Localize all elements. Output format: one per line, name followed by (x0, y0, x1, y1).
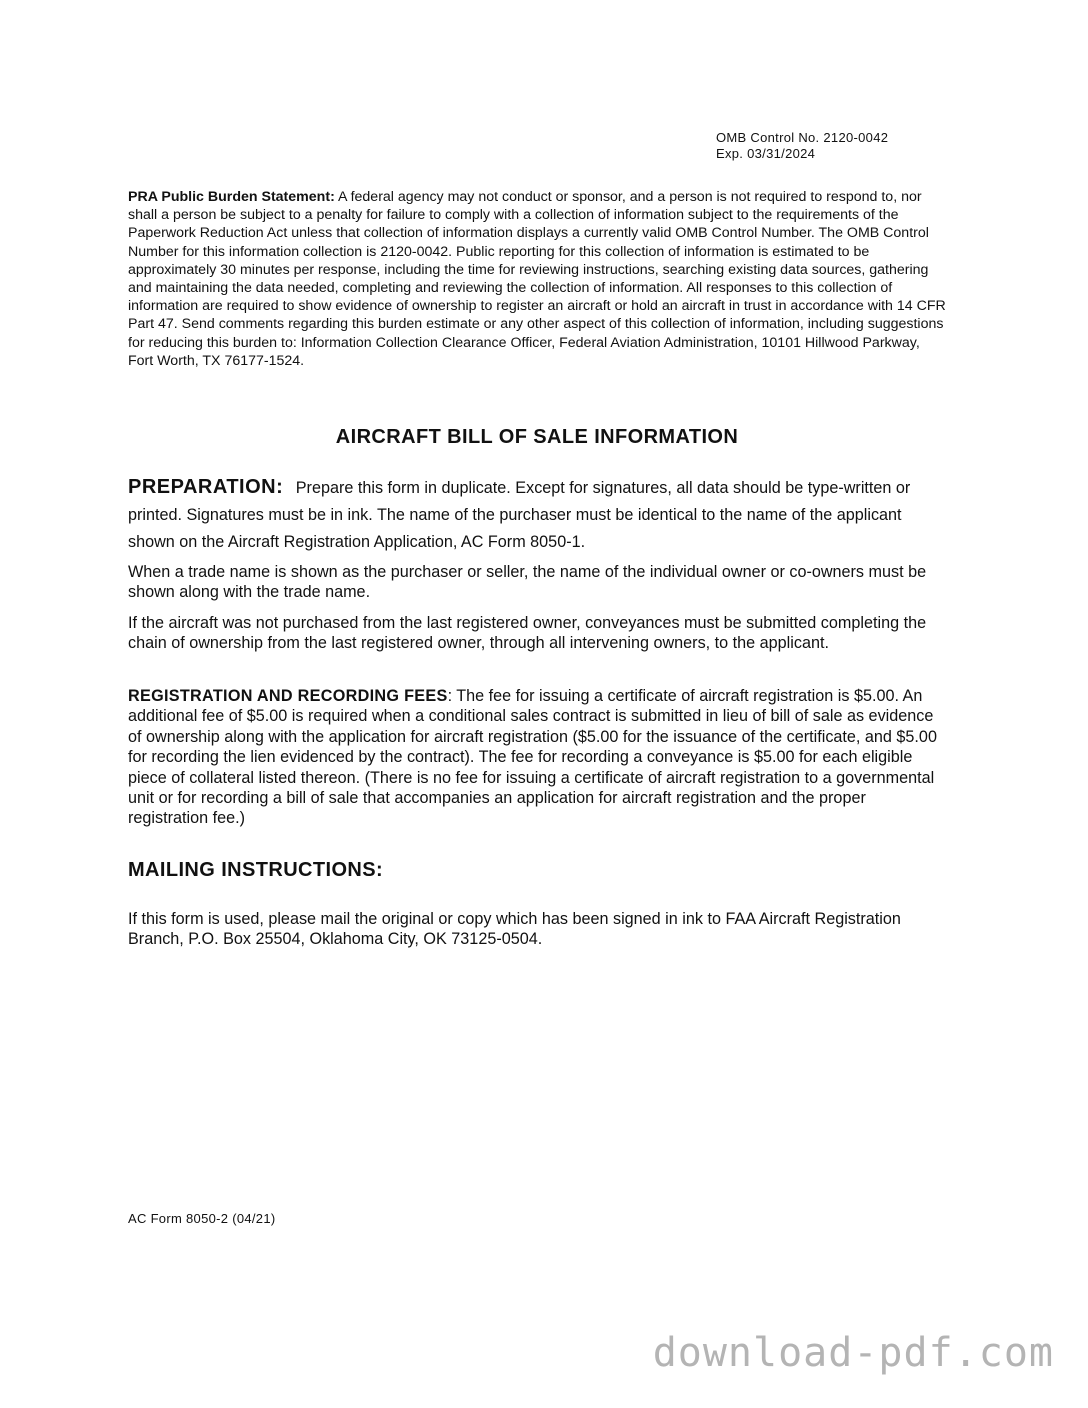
mailing-text: If this form is used, please mail the original or copy which has been signed in ink to FAA Aircraft Registration Branch, P.O. Box 25504, Oklahoma City, OK 73125-0504. (128, 910, 901, 949)
omb-expiration-date: Exp. 03/31/2024 (716, 146, 816, 161)
chain-of-ownership-paragraph: If the aircraft was not purchased from the last registered owner, conveyances must be submitted completing the chain of ownership from the last registered owner, through all intervening owners, to the applicant. (128, 614, 927, 653)
pra-text: A federal agency may not conduct or sponsor, and a person is not required to respond to, nor shall a person be subject to a penalty for failure to comply with a collection of information subject to the requirements of the Paperwork Reduction Act unless that collection of information displays a currently valid OMB Control Number. The OMB Control Number for this information collection is 2120-0042. Public reporting for this collection of information is estimated to be approximately 30 minutes per response, including the time for reviewing instructions, searching existing data sources, gathering and maintaining the data needed, completing and reviewing the collection of information. All responses to this collection of information are required to show evidence of ownership to register an aircraft or hold an aircraft in trust in accordance with 14 CFR Part 47. Send comments regarding this burden estimate or any other aspect of this collection of information, including suggestions for reducing this burden to: Information Collection Clearance Officer, Federal Aviation Administration, 10101 Hillwood Parkway, Fort Worth, TX 76177-1524. (128, 189, 946, 369)
omb-control-block (716, 130, 888, 162)
watermark: download-pdf.com (652, 1330, 1054, 1376)
fees-section (128, 686, 946, 829)
preparation-text: Prepare this form in duplicate. Except for signatures, all data should be type-written or printed. Signatures must be in ink. The name of the purchaser must be identical to the name of the applicant shown on the Aircraft Registration Application, AC Form 8050-1. (128, 479, 911, 551)
fees-text: : The fee for issuing a certificate of aircraft registration is $5.00. An additional fee of $5.00 is required when a conditional sales contract is submitted in lieu of bill of sale as evidence of ownership along with the application for aircraft registration ($5.00 for the issuance of the certificate, and $5.00 for recording the lien evidenced by the contract). The fee for recording a conveyance is $5.00 for each eligible piece of collateral listed thereon. (There is no fee for issuing a certificate of aircraft registration to a governmental unit or for recording a bill of sale that accompanies an application for aircraft registration and the proper registration fee.) (128, 687, 937, 828)
trade-name-paragraph: When a trade name is shown as the purchaser or seller, the name of the individual owner or co-owners must be shown along with the trade name. (128, 563, 927, 602)
fees-heading: REGISTRATION AND RECORDING FEES (128, 687, 448, 705)
pra-burden-statement (128, 188, 948, 370)
page-title: AIRCRAFT BILL OF SALE INFORMATION (335, 426, 739, 448)
mailing-heading: MAILING INSTRUCTIONS: (128, 859, 384, 881)
preparation-section (128, 474, 946, 556)
form-number: AC Form 8050-2 (04/21) (128, 1211, 276, 1226)
omb-control-number: OMB Control No. 2120-0042 (716, 130, 889, 145)
pra-label: PRA Public Burden Statement: (128, 189, 335, 205)
preparation-heading: PREPARATION: (128, 476, 284, 498)
